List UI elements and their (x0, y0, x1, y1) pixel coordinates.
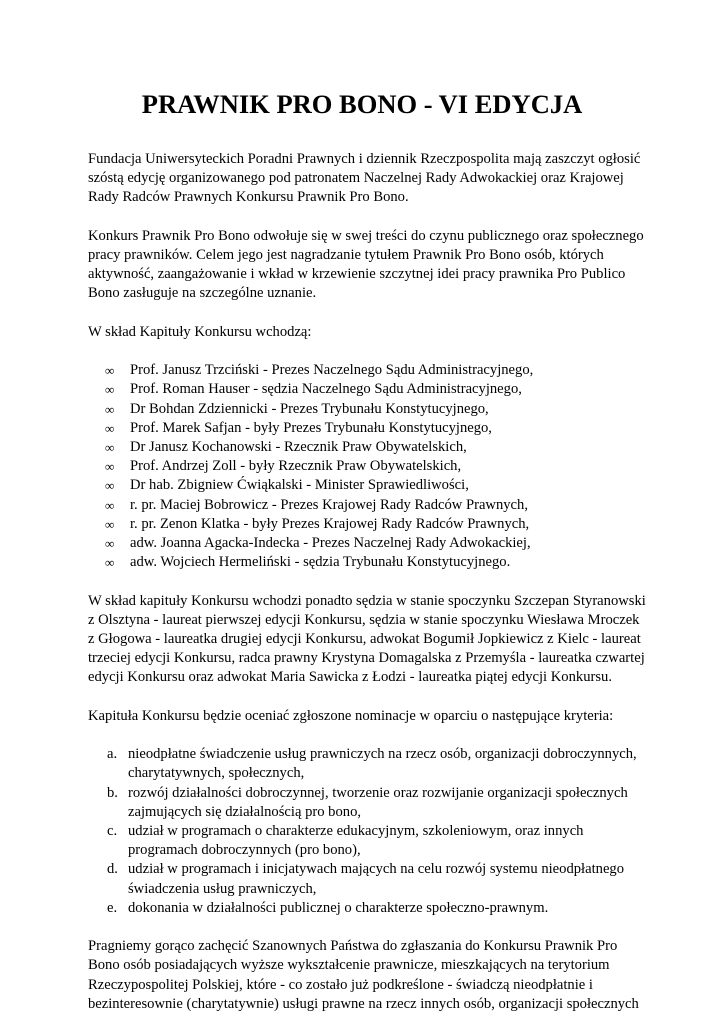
infinity-bullet-icon: ∞ (105, 555, 115, 571)
list-item (88, 784, 648, 822)
member-text: Prof. Janusz Trzciński - Prezes Naczelnego Sądu Administracyjnego, (130, 362, 534, 379)
criterion-text: dokonania w działalności publicznej o charakterze społeczno-prawnym. (128, 899, 549, 916)
infinity-bullet-icon: ∞ (105, 459, 115, 475)
member-text: Prof. Roman Hauser - sędzia Naczelnego Sądu Administracyjnego, (130, 381, 522, 398)
member-text: r. pr. Zenon Klatka - były Prezes Krajowej Rady Radców Prawnych, (130, 515, 530, 532)
criterion-text: udział w programach o charakterze edukacyjnym, szkoleniowym, oraz innych programach dobroczynnych (pro bono), (128, 823, 584, 859)
infinity-bullet-icon: ∞ (105, 440, 115, 455)
list-marker: b. (107, 784, 118, 801)
member-text: adw. Joanna Agacka-Indecka - Prezes Naczelnej Rady Adwokackiej, (130, 535, 531, 552)
intro-paragraph: Fundacja Uniwersyteckich Poradni Prawnych i dziennik Rzeczpospolita mają zaszczyt ogłosić szóstą edycję organizowanego pod patronatem Naczelnej Rady Adwokackiej oraz Krajowej Rady Radców Prawnych Konkursu Prawnik Pro Bono. (88, 151, 641, 206)
criterion-text: rozwój działalności dobroczynnej, tworzenie oraz rozwijanie organizacji społecznych zajmujących się działalnością pro bono, (128, 784, 628, 820)
list-item (88, 899, 648, 918)
infinity-bullet-icon: ∞ (105, 497, 115, 513)
infinity-bullet-icon: ∞ (105, 516, 115, 532)
member-text: Dr hab. Zbigniew Ćwiąkalski - Minister Sprawiedliwości, (130, 477, 469, 494)
list-marker: e. (107, 899, 118, 916)
list-item (88, 515, 648, 534)
member-text: adw. Wojciech Hermeliński - sędzia Trybunału Konstytucyjnego. (130, 554, 511, 571)
criteria-list (88, 745, 648, 918)
purpose-paragraph: Konkurs Prawnik Pro Bono odwołuje się w swej treści do czynu publicznego oraz społecznego pracy prawników. Celem jego jest nagradzanie tytułem Prawnik Pro Bono osób, których aktywność, zaangażowanie i wkład w krzewienie szczytnej idei pracy prawnika Pro Publico Bono zasługuje na szczególne uznanie. (88, 227, 644, 302)
infinity-bullet-icon: ∞ (105, 401, 115, 417)
list-item (88, 400, 648, 419)
list-item (88, 745, 648, 783)
list-item (88, 438, 648, 457)
list-item (88, 496, 648, 515)
list-item (88, 534, 648, 553)
infinity-bullet-icon: ∞ (105, 382, 115, 398)
list-item (88, 553, 648, 572)
list-item (88, 361, 648, 380)
member-text: Dr Bohdan Zdziennicki - Prezes Trybunału Konstytucyjnego, (130, 400, 489, 417)
document-body (88, 150, 648, 1014)
member-text: Prof. Andrzej Zoll - były Rzecznik Praw Obywatelskich, (130, 458, 462, 475)
chapter-heading: W skład Kapituły Konkursu wchodzą: (88, 323, 312, 340)
criterion-text: udział w programach i inicjatywach mających na celu rozwój systemu nieodpłatnego świadczenia usług prawniczych, (128, 861, 625, 897)
list-item (88, 380, 648, 399)
infinity-bullet-icon: ∞ (105, 536, 115, 552)
member-text: Prof. Marek Safjan - były Prezes Trybunału Konstytucyjnego, (130, 419, 492, 436)
criterion-text: nieodpłatne świadczenie usług prawniczych na rzecz osób, organizacji dobroczynnych, charytatywnych, społecznych, (128, 746, 637, 782)
infinity-bullet-icon: ∞ (105, 420, 115, 436)
list-marker: a. (107, 746, 118, 763)
list-item (88, 419, 648, 438)
list-item (88, 476, 648, 495)
list-marker: d. (107, 861, 118, 878)
list-item (88, 822, 648, 860)
infinity-bullet-icon: ∞ (105, 363, 115, 379)
page-title: PRAWNIK PRO BONO - VI EDYCJA (141, 89, 583, 119)
members-list (88, 361, 648, 572)
list-marker: c. (107, 823, 118, 840)
closing-paragraph: Pragniemy gorąco zachęcić Szanownych Państwa do zgłaszania do Konkursu Prawnik Pro Bono osób posiadających wyższe wykształcenie prawnicze, mieszkających na terytorium Rzeczypospolitej Polskiej, które - co zostało już podkreślone - świadczą nieodpłatnie i bezinteresownie (charytatywnie) usługi prawne na rzecz innych osób, organizacji społecznych (88, 938, 639, 1012)
list-item (88, 457, 648, 476)
laureates-paragraph: W skład kapituły Konkursu wchodzi ponadto sędzia w stanie spoczynku Szczepan Styranowski z Olsztyna - laureat pierwszej edycji Konkursu, sędzia w stanie spoczynku Wiesława Mroczek z Głogowa - laureatka drugiej edycji Konkursu, adwokat Bogumił Jopkiewicz z Kielc - laureat trzeciej edycji Konkursu, radca prawny Krystyna Domagalska z Przemyśla - laureatka czwartej edycji Konkursu oraz adwokat Maria Sawicka z Łodzi - laureatka piątej edycji Konkursu. (88, 592, 646, 686)
list-item (88, 860, 648, 898)
infinity-bullet-icon: ∞ (105, 478, 115, 494)
criteria-heading: Kapituła Konkursu będzie oceniać zgłoszone nominacje w oparciu o następujące kryteria: (88, 707, 614, 724)
member-text: Dr Janusz Kochanowski - Rzecznik Praw Obywatelskich, (130, 439, 467, 455)
member-text: r. pr. Maciej Bobrowicz - Prezes Krajowej Rady Radców Prawnych, (130, 496, 528, 513)
